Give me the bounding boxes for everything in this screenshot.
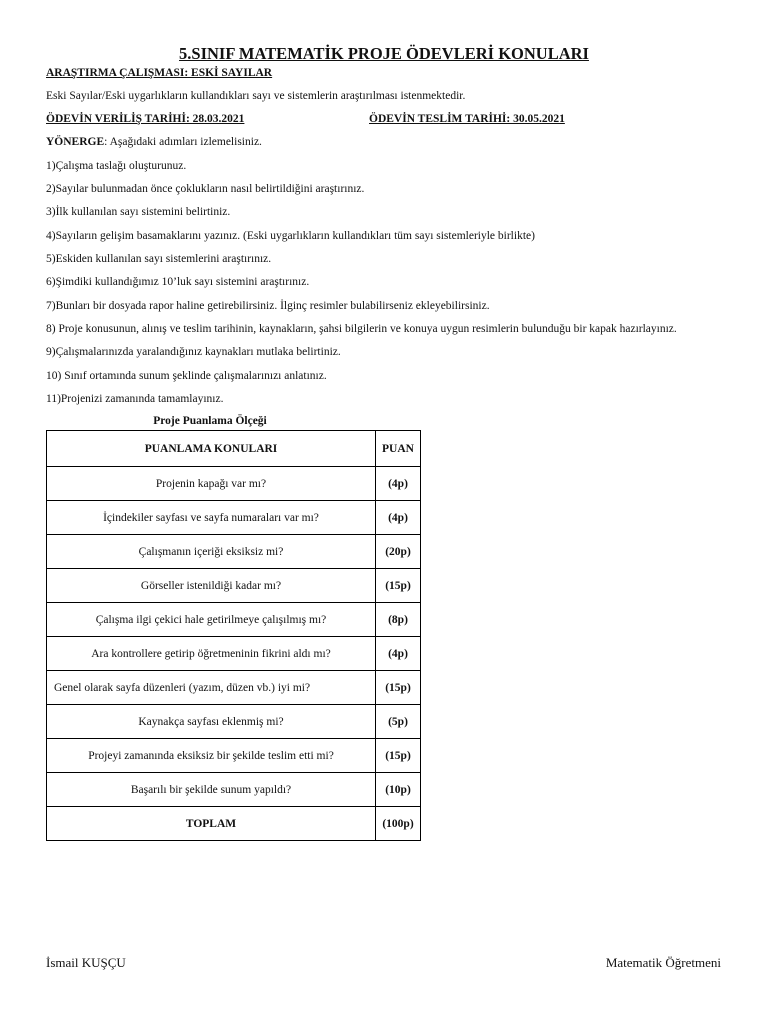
teacher-name: İsmail KUŞÇU — [46, 955, 126, 970]
table-row — [47, 671, 421, 705]
step-item: 2)Sayılar bulunmadan önce çoklukların nasıl belirtildiğini araştırınız. — [46, 183, 365, 195]
row-topic: Kaynakça sayfası eklenmiş mi? — [47, 705, 376, 739]
row-points: (5p) — [376, 705, 421, 739]
row-points: (15p) — [376, 671, 421, 705]
table-row — [47, 705, 421, 739]
row-points: (4p) — [376, 467, 421, 501]
table-total-row — [47, 807, 421, 841]
row-points: (15p) — [376, 739, 421, 773]
row-topic: Projeyi zamanında eksiksiz bir şekilde teslim etti mi? — [47, 739, 376, 773]
row-points: (4p) — [376, 637, 421, 671]
row-points: (8p) — [376, 603, 421, 637]
table-row — [47, 637, 421, 671]
table-row — [47, 467, 421, 501]
due-date: ÖDEVİN TESLİM TARİHİ: 30.05.2021 — [369, 113, 565, 125]
row-points: (20p) — [376, 535, 421, 569]
table-row — [47, 603, 421, 637]
row-topic: İçindekiler sayfası ve sayfa numaraları var mı? — [47, 501, 376, 535]
rubric-title: Proje Puanlama Ölçeği — [153, 415, 267, 427]
research-label: ARAŞTIRMA ÇALIŞMASI: ESKİ SAYILAR — [46, 67, 273, 79]
assigned-date: ÖDEVİN VERİLİŞ TARİHİ: 28.03.2021 — [46, 113, 245, 125]
instructions-text: : Aşağıdaki adımları izlemelisiniz. — [104, 136, 262, 148]
step-item: 8) Proje konusunun, alınış ve teslim tarihinin, kaynakların, şahsi bilgilerin ve konuya uygun resimlerin bulunduğu bir kapak hazırlayınız. — [46, 323, 677, 335]
step-item: 10) Sınıf ortamında sunum şeklinde çalışmalarınızı anlatınız. — [46, 370, 327, 382]
step-item: 9)Çalışmalarınızda yaralandığınız kaynakları mutlaka belirtiniz. — [46, 346, 341, 358]
rubric-table — [46, 430, 421, 841]
document-title: 5.SINIF MATEMATİK PROJE ÖDEVLERİ KONULARI — [179, 44, 589, 63]
table-row — [47, 535, 421, 569]
total-points: (100p) — [376, 807, 421, 841]
table-header-row — [47, 431, 421, 467]
teacher-role: Matematik Öğretmeni — [605, 955, 721, 970]
row-points: (15p) — [376, 569, 421, 603]
step-item: 4)Sayıların gelişim basamaklarını yazınız. (Eski uygarlıkların kullandıkları tüm sayı sistemleriyle birlikte) — [46, 230, 535, 242]
step-item: 6)Şimdiki kullandığımız 10’luk sayı sistemini araştırınız. — [46, 276, 310, 288]
table-row — [47, 569, 421, 603]
row-points: (10p) — [376, 773, 421, 807]
step-item: 3)İlk kullanılan sayı sistemini belirtiniz. — [46, 206, 231, 218]
description: Eski Sayılar/Eski uygarlıkların kullandıkları sayı ve sistemlerin araştırılması istenmektedir. — [46, 90, 466, 102]
step-item: 5)Eskiden kullanılan sayı sistemlerini araştırınız. — [46, 253, 272, 265]
row-points: (4p) — [376, 501, 421, 535]
step-item: 11)Projenizi zamanında tamamlayınız. — [46, 393, 224, 405]
row-topic: Başarılı bir şekilde sunum yapıldı? — [47, 773, 376, 807]
row-topic: Genel olarak sayfa düzenleri (yazım, düzen vb.) iyi mi? — [47, 671, 376, 705]
table-row — [47, 501, 421, 535]
row-topic: Çalışmanın içeriği eksiksiz mi? — [47, 535, 376, 569]
instructions-heading — [46, 136, 262, 148]
column-header-topic: PUANLAMA KONULARI — [47, 431, 376, 467]
instructions-label: YÖNERGE — [46, 136, 105, 148]
row-topic: Çalışma ilgi çekici hale getirilmeye çalışılmış mı? — [47, 603, 376, 637]
total-label: TOPLAM — [47, 807, 376, 841]
column-header-points: PUAN — [376, 431, 421, 467]
step-item: 1)Çalışma taslağı oluşturunuz. — [46, 160, 187, 172]
table-row — [47, 739, 421, 773]
step-item: 7)Bunları bir dosyada rapor haline getirebilirsiniz. İlginç resimler bulabilirseniz ekleyebilirsiniz. — [46, 300, 490, 312]
row-topic: Görseller istenildiği kadar mı? — [47, 569, 376, 603]
row-topic: Ara kontrollere getirip öğretmeninin fikrini aldı mı? — [47, 637, 376, 671]
table-row — [47, 773, 421, 807]
row-topic: Projenin kapağı var mı? — [47, 467, 376, 501]
